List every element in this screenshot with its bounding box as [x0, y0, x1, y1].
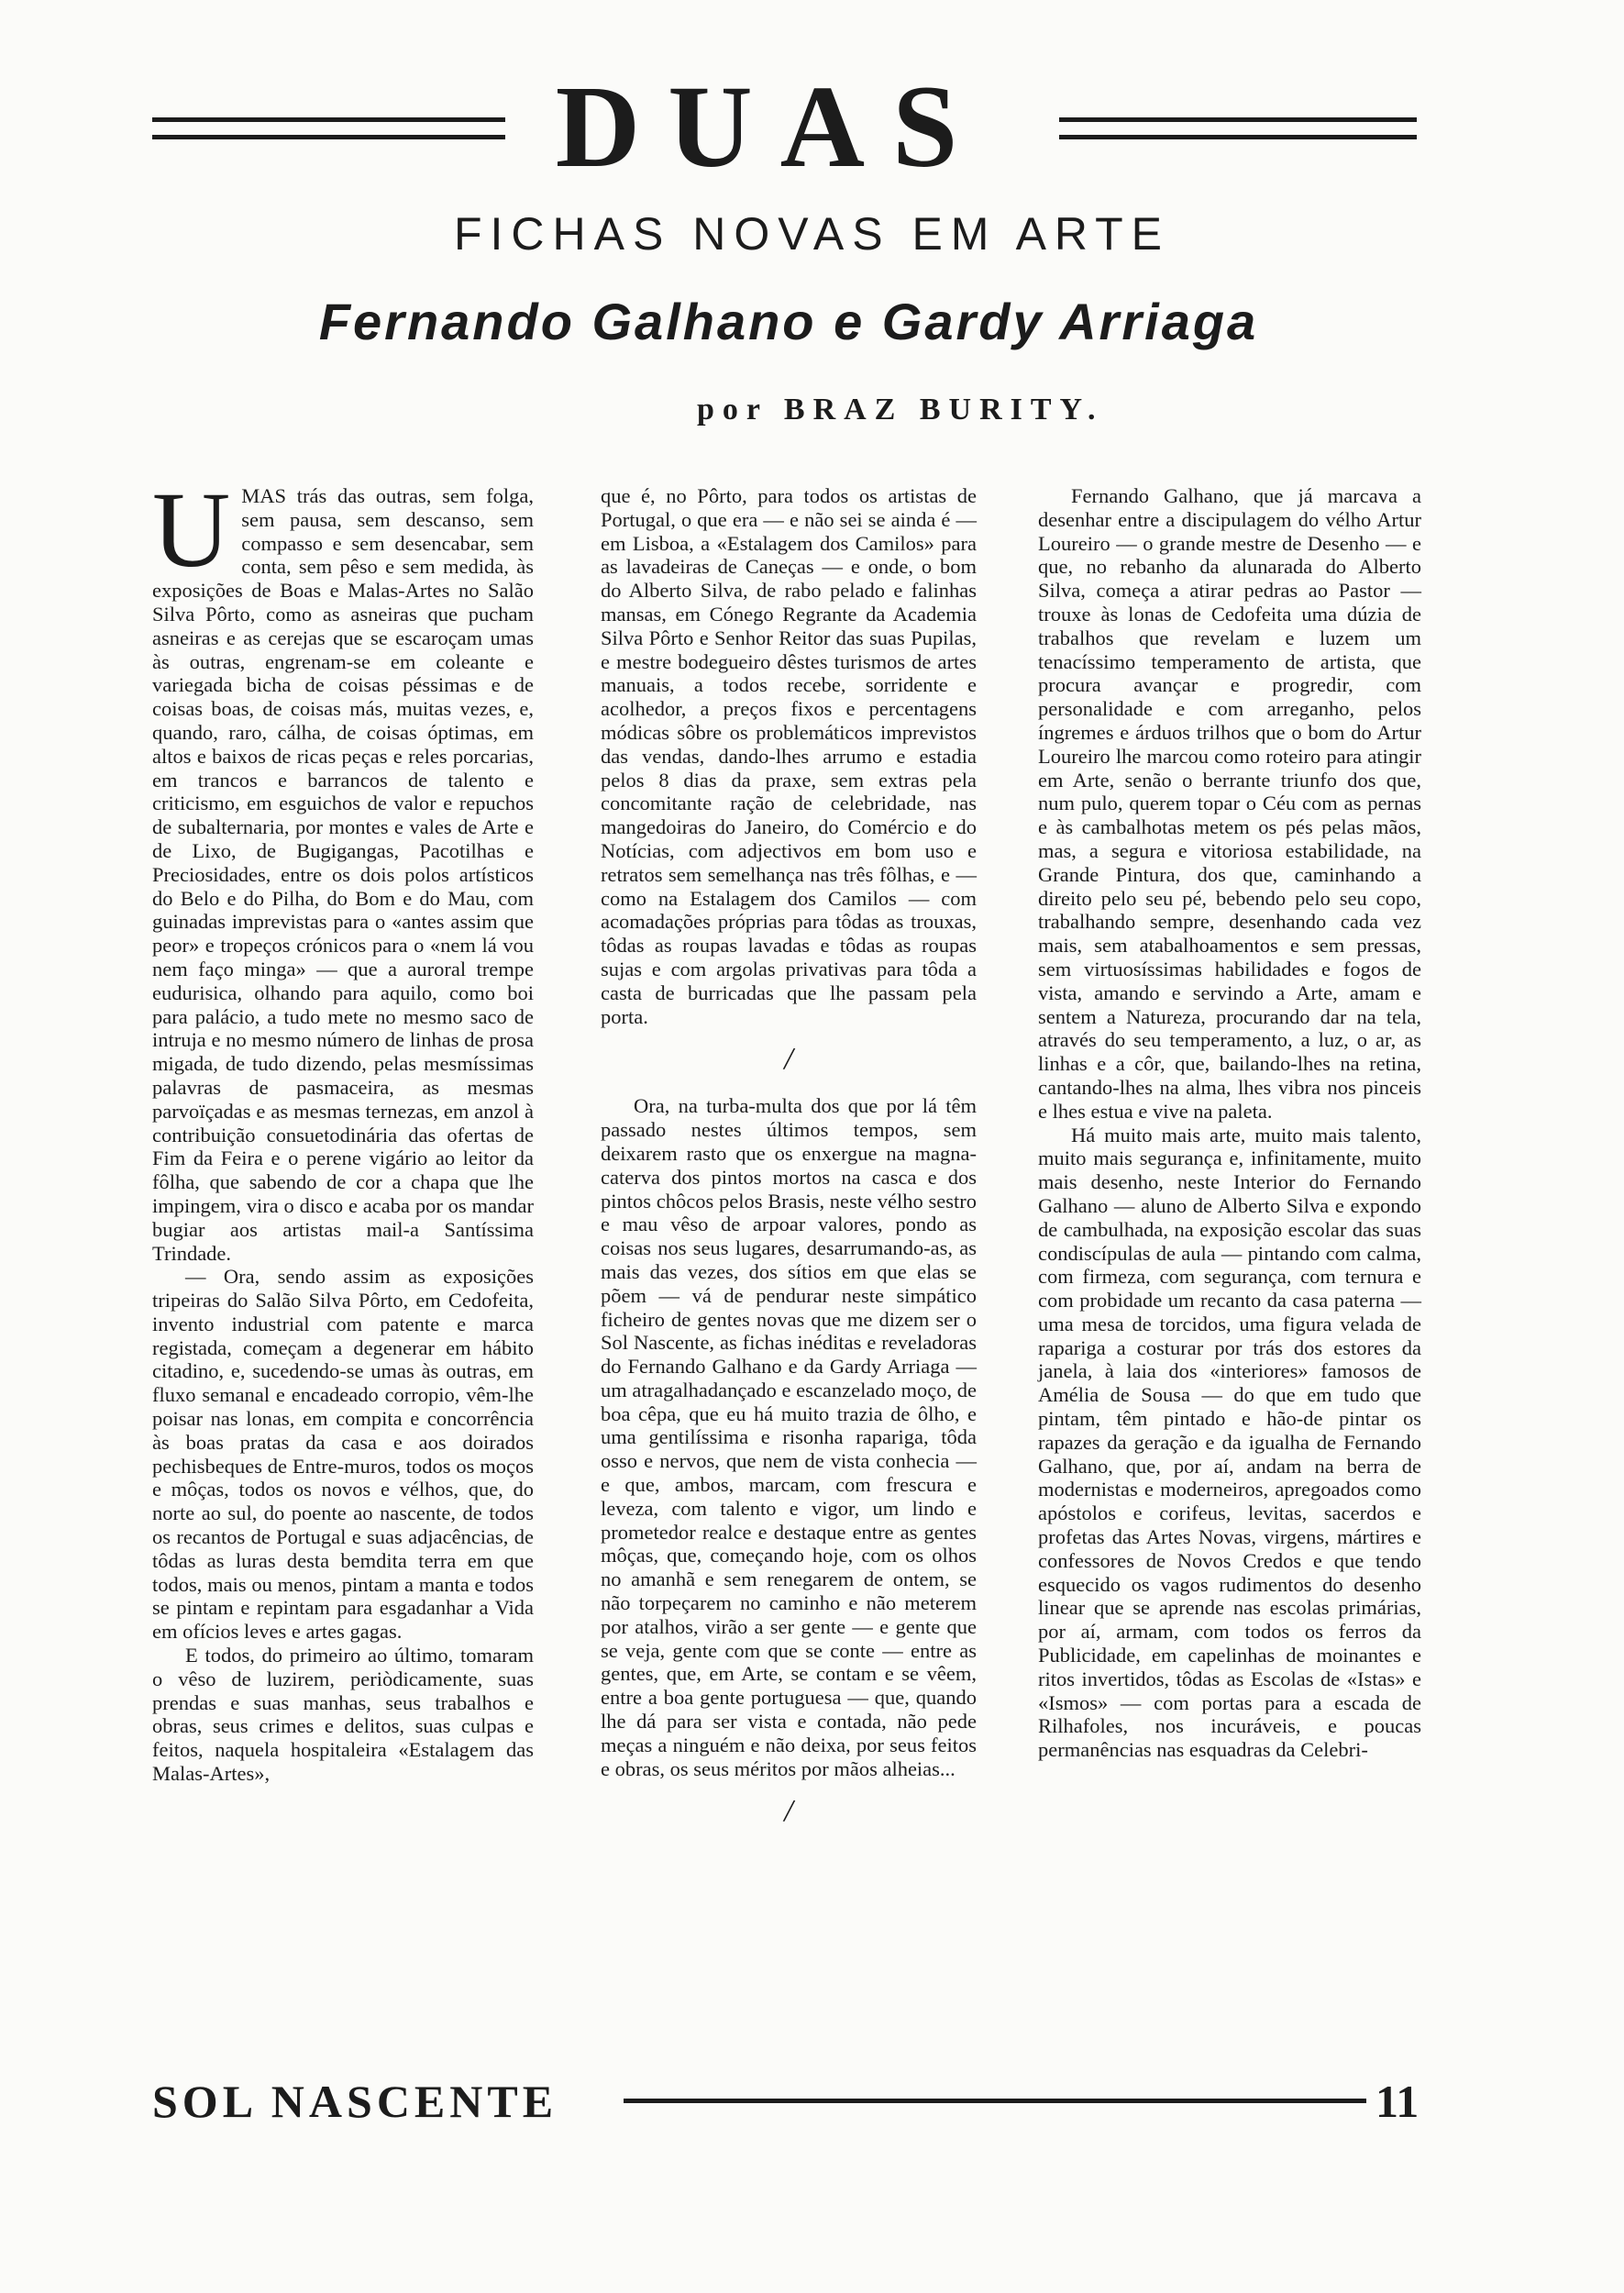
page-title: DUAS	[555, 61, 986, 192]
paragraph-text: MAS trás das outras, sem folga, sem pausa, sem descanso, sem compasso e sem desencabar, sem conta, sem pêso e sem medida, às exposições de Boas e Malas-Artes no Salão Silva Pôrto, como as asneiras que pucham asneiras e as cerejas que se escaroçam umas às outras, engrenam-se em coleante e variegada bicha de coisas péssimas e de coisas boas, de coisas más, muitas vezes, e, quando, raro, cálha, de coisas óptimas, em altos e baixos de ricas peças e reles porcarias, em trancos e barrancos de talento e criticismo, em esguichos de valor e repuchos de subalternaria, por montes e vales de Arte e de Lixo, de Bugigangas, Pacotilhas e Preciosidades, entre os dois polos artísticos do Belo e do Pilha, do Bom e do Mau, com guinadas imprevistas para o «antes assim que peor» e tropeços crónicos para o «nem lá vou nem faço minga» — que a auroral trempe eudurisica, olhando para aquilo, como boi para palácio, a tudo mete no mesmo saco de intruja e no mesmo número de linhas de prosa migada, de tudo dizendo, pelas mesmíssimas palavras de pasmaceira, as mesmas parvoïçadas e as mesmas ternezas, em anzol à contribuição consuetodinária das ofertas de Fim da Feira e o perene vigário ao leitor da fôlha, que sabendo de cor a chapa que lhe impingem, vira o disco e acaba por os mandar bugiar aos artistas mail-a Santíssima Trindade.	[152, 484, 534, 1265]
paragraph: que é, no Pôrto, para todos os artistas de Portugal, o que era — e não sei se ainda é — em Lisboa, a «Estalagem dos Camilos» para as lavadeiras de Caneças — e onde, o bom do Alberto Silva, de rabo pelado e falinhas mansas, em Cónego Regrante da Academia Silva Pôrto e Senhor Reitor das suas Pupilas, e mestre bodegueiro dêstes turismos de artes manuais, a todos recebe, sorridente e acolhedor, a preços fixos e percentagens módicas sôbre os problemáticos imprevistos das vendas, dando-lhes arrumo e estadia pelos 8 dias da praxe, sem extras pela concomitante ração de celebridade, nas mangedoiras do Janeiro, do Comércio e do Notícias, com adjectivos em bom uso e retratos sem semelhança nas três fôlhas, e — como na Estalagem dos Camilos — com acomadações próprias para tôdas as trouxas, tôdas as roupas lavadas e tôdas as roupas sujas e com argolas privativas para tôda a casta de burricadas que lhe passam pela porta.	[601, 484, 977, 1028]
article-byline: por BRAZ BURITY.	[697, 393, 1104, 426]
text-column-3	[1038, 484, 1421, 1762]
article-artists: Fernando Galhano e Gardy Arriaga	[318, 293, 1259, 350]
paragraph: Fernando Galhano, que já marcava a desenhar entre a discipulagem do vélho Artur Loureiro — o grande mestre de Desenho — e que, no rebanho da alunarada do Alberto Silva, começa a atirar pedras ao Pastor — trouxe às lonas de Cedofeita uma dúzia de trabalhos que revelam e luzem um tenacíssimo temperamento de artista, que procura avançar e progredir, com personalidade e com arreganho, pelos íngremes e árduos trilhos que o bom do Artur Loureiro lhe marcou como roteiro para atingir em Arte, senão o berrante triunfo dos que, num pulo, querem topar o Céu com as pernas e às cambalhotas metem os pés pelas mãos, mas, a segura e vitoriosa estabilidade, na Grande Pintura, dos que, caminhando a direito pelo seu pé, bebendo pelo seu copo, trabalhando sempre, desenhando cada vez mais, sem atabalhoamentos e sem pressas, sem virtuosíssimas habilidades e fogos de vista, amando e servindo a Arte, amam e sentem a Natureza, procurando dar na tela, através do seu temperamento, a luz, o ar, as linhas e a côr, que, bailando-lhes na retina, cantando-lhes na alma, lhes vibra nos pinceis e lhes estua e vive na paleta.	[1038, 484, 1421, 1123]
paragraph: Há muito mais arte, muito mais talento, muito mais segurança e, infinitamente, muito mais desenho, neste Interior do Fernando Galhano — aluno de Alberto Silva e expondo de cambulhada, na exposição escolar das suas condiscípulas de aula — pintando com calma, com firmeza, com segurança, com ternura e com probidade um recanto da casa paterna — uma mesa de torcidos, uma figura velada de rapariga a costurar por trás dos estores da janela, à laia dos «interiores» famosos de Amélia de Sousa — do que em tudo que pintam, têm pintado e hão-de pintar os rapazes da geração e da igualha de Fernando Galhano, que, por aí, andam na berra de modernistas e moderneiros, apregoados como apóstolos e corifeus, levitas, sacerdos e profetas das Artes Novas, virgens, mártires e confessores de Novos Credos e que tendo esquecido os vagos rudimentos do desenho linear que se aprende nas escolas primárias, por aí, armam, com todos os ferros da Publicidade, em capelinhas de moinantes e ritos invertidos, tôdas as Escolas de «Istas» e «Ismos» — com portas para a escada de Rilhafoles, nos incuráveis, e poucas permanências nas esquadras da Celebri-	[1038, 1123, 1421, 1762]
footer-rule	[624, 2099, 1366, 2103]
title-rule-left	[152, 117, 505, 139]
text-column-1	[152, 470, 534, 1786]
title-rule-right	[1059, 117, 1417, 139]
magazine-name: SOL NASCENTE	[152, 2076, 558, 2127]
page-number: 11	[1375, 2076, 1420, 2127]
drop-cap: U	[152, 470, 231, 590]
text-column-2	[601, 484, 977, 1846]
section-separator: /	[784, 1794, 793, 1829]
section-separator: /	[784, 1042, 793, 1077]
article-subtitle: FICHAS NOVAS EM ARTE	[453, 208, 1171, 260]
paragraph	[152, 470, 534, 1265]
paragraph: Ora, na turba-multa dos que por lá têm passado nestes últimos tempos, sem deixarem rasto que os enxergue na magna-caterva dos pintos mortos na casca e dos pintos chôcos pelos Brasis, neste vélho sestro e mau vêso de arpoar valores, pondo as coisas nos seus lugares, desarrumando-as, as mais das vezes, dos sítios em que elas se põem — vá de pendurar neste simpático ficheiro de gentes novas que me dizem ser o Sol Nascente, as fichas inéditas e reveladoras do Fernando Galhano e da Gardy Arriaga — um atragalhadançado e escanzelado moço, de boa cêpa, que eu há muito trazia de ôlho, e uma gentilíssima e risonha rapariga, tôda osso e nervos, que nem de vista conhecia — e que, ambos, marcam, com frescura e leveza, com talento e vigor, um lindo e prometedor realce e destaque entre as gentes môças, que, começando hoje, com os olhos no amanhã e sem renegarem de ontem, se não torpeçarem no caminho e não meterem por atalhos, virão a ser gente — e gente que se veja, gente com que se conte — entre as gentes, que, em Arte, se contam e se vêem, entre a boa gente portuguesa — que, quando lhe dá para ser vista e contada, não pede meças a ninguém e não deixa, por seus feitos e obras, os seus méritos por mãos alheias...	[601, 1094, 977, 1780]
paragraph: E todos, do primeiro ao último, tomaram o vêso de luzirem, periòdicamente, suas prendas e suas manhas, seus trabalhos e obras, seus crimes e delitos, suas culpas e feitos, naquela hospitaleira «Estalagem das Malas-Artes»,	[152, 1644, 534, 1786]
paragraph: — Ora, sendo assim as exposições tripeiras do Salão Silva Pôrto, em Cedofeita, invento industrial com patente e marca registada, começam a degenerar em hábito citadino, e, sucedendo-se umas às outras, em fluxo semanal e encadeado corropio, vêm-lhe poisar nas lonas, em compita e concorrência às boas pratas da casa e aos doirados pechisbeques de Entre-muros, todos os moços e môças, todos os novos e vélhos, que, do norte ao sul, do poente ao nascente, de todos os recantos de Portugal e suas adjacências, de tôdas as luras desta bemdita terra em que todos, mais ou menos, pintam a manta e todos se pintam e repintam para esgadanhar a Vida em ofícios leves e artes gagas.	[152, 1265, 534, 1644]
